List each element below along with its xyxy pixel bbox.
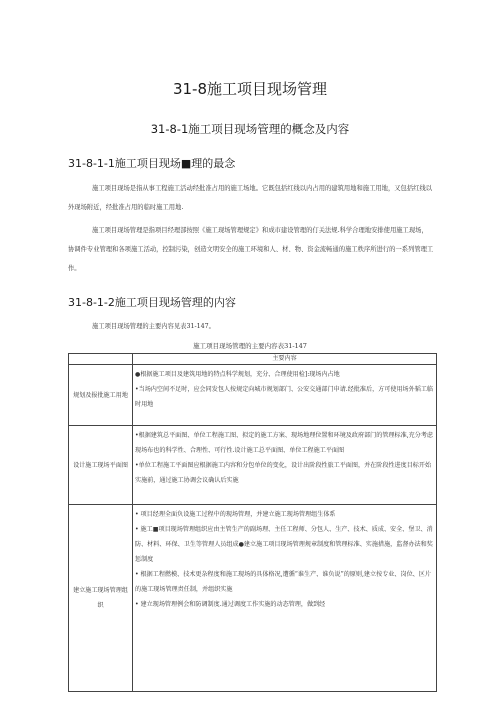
content-table bbox=[68, 353, 437, 692]
subsection-heading-1: 31-8-1-1施工项目现场■理的最念 bbox=[68, 157, 236, 170]
list-item: • 项目经理全面负设施工过程中的现场管理，并建立施工现场管理组生体系 bbox=[135, 511, 336, 518]
paragraph-table-intro: 施工项目现场管理的主要内容见表31-147。 bbox=[92, 323, 215, 330]
list-item: •单位工程施工平面图应根据施工内容和分包单位的变化，设计出阶段性旅工平面图，并在阶段性进度目标开始实施前，通过施工协调会议确认后实施 bbox=[135, 462, 432, 484]
table-row bbox=[69, 505, 437, 692]
content-cell bbox=[133, 365, 437, 426]
table-row bbox=[69, 426, 437, 505]
list-item: • 建立现场管理例会和防调制度.通过调度工作实施的动态管理，做到经 bbox=[135, 601, 326, 608]
paragraph-site-management: 施工项目现场管理是指项目经理部按照《施工现场管理规定》和成市建设管理的仃关法规.科学合理地安排使用施工现场，协调件专业管理和各项施工活动，控制污染，创造文明安全的施工环境和人、材、物、资金流畅通的施工秩序所进行的一系列管理工作。 bbox=[68, 227, 434, 272]
category-cell: 建立施工现场管理组织 bbox=[69, 505, 133, 692]
list-item: •根据建筑总平面图、单位工程施工图、拟定的施工方案、现场地理位置和环境及政府部门的管理标准,充分考虑现场布也的科学性、合理性、可行性.设计施工总平面图、单位工程施工平面图 bbox=[135, 432, 434, 454]
table-row bbox=[69, 365, 437, 426]
header-main-content: 主要内容 bbox=[133, 354, 437, 365]
subsection-heading-2: 31-8-1-2施工项目现场管理的内容 bbox=[68, 296, 236, 309]
table-caption: 施工项目现场管理的主要内容表31-147 bbox=[193, 342, 307, 350]
header-empty-cell bbox=[69, 354, 133, 365]
list-item: • 根据工程燃模、技术更杂程度和施工现场的具体格况,遭循“谁生产、谁负说”的原则,建立按专业、岗位、区片的施工现场管理责任制，并组织实施 bbox=[135, 571, 431, 593]
category-cell: 设计施工现场平面图 bbox=[69, 426, 133, 505]
list-item: • 施工■项目现场管理组织应由主管生产的副场理、主任工程师、分包人、生产、技术、质成、安全、堡卫、消防、材料、环保、卫生等管理人员组成●建立施工项目现场管理规章制度和管理标准、实施措施，监督办法和奖惩制度 bbox=[135, 526, 433, 563]
section-title: 31-8-1施工项目现场管理的概念及内容 bbox=[150, 122, 350, 136]
content-cell bbox=[133, 426, 437, 505]
list-item: •当场内空间不足时，应会同发包人按规定向城市规划部门、公安交通部门申请.经批准后，方可使用场外韬工临时用地 bbox=[135, 386, 434, 408]
category-cell: 规划及报批施工用地 bbox=[69, 365, 133, 426]
content-cell bbox=[133, 505, 437, 692]
table-header-row bbox=[69, 354, 437, 365]
chapter-title: 31-8施工项目现场管理 bbox=[172, 80, 328, 98]
paragraph-site-definition: 施工项目现场是指从事工程施工活动经批准占用的施工场地。它既包括红线以内占用的建筑用地和施工用地，又包括红线以外现场附近，经批准占用的临时施工用地. bbox=[68, 185, 433, 211]
list-item: ●根据施工项目及建筑用地的特点科学规划，充分、合理使用检]:现场内占地 bbox=[135, 371, 340, 378]
